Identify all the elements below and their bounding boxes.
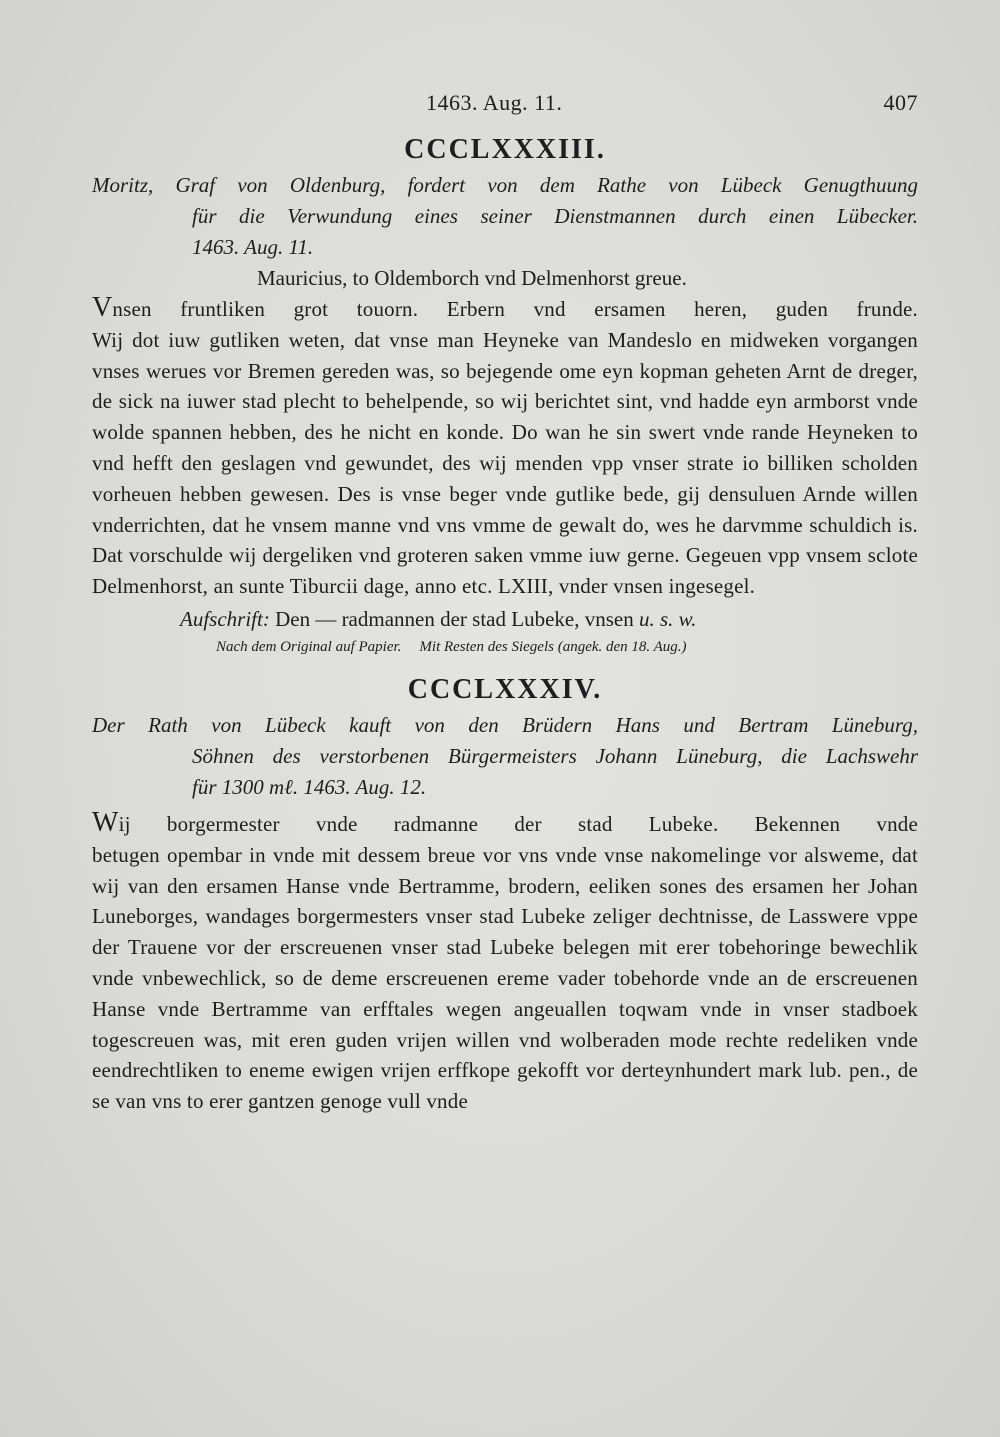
source-note [92, 634, 918, 660]
page-content [92, 80, 918, 1117]
header-date: 1463. Aug. 11. [426, 90, 563, 115]
address-line [92, 604, 918, 634]
heading-line: für die Verwundung eines seiner Dienstmannen durch einen Lübecker. [192, 204, 918, 228]
heading-line: Der Rath von Lübeck kauft von den Brüdern Hans und Bertram Lüneburg, [92, 712, 918, 737]
document-heading [92, 710, 918, 803]
document-number: CCCLXXXIII. [404, 134, 606, 165]
address-label: Aufschrift: [180, 606, 270, 631]
document-body [92, 806, 918, 1117]
address-abbr: u. s. w. [638, 606, 697, 631]
sender-line: Mauricius, to Oldemborch vnd Delmenhorst greue. [257, 266, 687, 290]
body-text: betugen opembar in vnde mit dessem breue vor vns vnde vnse nakomelinge vor alsweme, dat wij van den ersamen Hanse vnde Bertramme, brodern, eeliken sones des ersamen her Johan Luneborges, wandages borgermesters vnser stad Lubeke zeliger dechtnisse, de Lasswere vppe der Trauene vor der erscreuenen vnser stad Lubeke belegen mit erer tobehoringe bewechlik vnde vnbewechlick, so de deme erscreuenen ereme vader tobehorde vnde an de erscreuenen Hanse vnde Bertramme van erfftales wegen angeuallen toqwam vnde in vnser stadboek togescreuen was, mit eren guden vrijen willen vnd wolberaden mode rechte redeliken vnde eendrechtliken to eneme ewigen vrijen erffkope gekofft vor derteynhundert mark lub. pen., de se van vns to erer gantzen genoge vull vnde [92, 842, 918, 1114]
address-text: Den — radmannen der stad Lubeke, vnsen [275, 606, 634, 631]
heading-line: Söhnen des verstorbenen Bürgermeisters Johann Lüneburg, die Lachswehr [192, 743, 918, 768]
body-first-line [92, 806, 918, 840]
document-383 [92, 134, 918, 660]
document-body [92, 294, 918, 602]
document-number: CCCLXXXIV. [407, 673, 603, 705]
source-note-part: Nach dem Original auf Papier. [216, 638, 402, 655]
document-384 [92, 674, 918, 1117]
heading-line: 1463. Aug. 11. [192, 235, 314, 259]
heading-line: für 1300 mℓ. 1463. Aug. 12. [192, 774, 427, 799]
first-line-text: nsen fruntliken grot touorn. Erbern vnd ersamen heren, guden frunde. [112, 297, 918, 321]
running-header [92, 80, 918, 120]
page-number: 407 [883, 90, 918, 115]
heading-line: Moritz, Graf von Oldenburg, fordert von dem Rathe von Lübeck Genugthuung [92, 173, 918, 197]
body-first-line [92, 294, 918, 325]
initial-letter: W [92, 806, 119, 838]
document-heading [92, 170, 918, 263]
source-note-part: Mit Resten des Siegels (angek. den 18. Aug.) [419, 638, 687, 655]
body-text: Wij dot iuw gutliken weten, dat vnse man Heyneke van Mandeslo en midweken vorgangen vnses werues vor Bremen gereden was, so bejegende ome eyn kopman geheten Arnt de dreger, de sick na iuwer stad plecht to behelpende, so wij berichtet sint, vnd hadde eyn armborst vnde wolde spannen hebben, des he nicht en konde. Do wan he sin swert vnde rande Heyneken to vnd hefft den geslagen vnd gewundet, des wij menden vpp vnser strate io billiken scholden vorheuen hebben gewesen. Des is vnse beger vnde gutlike bede, gij densuluen Arnde willen vnderrichten, dat he vnsem manne vnd vns vmme de gewalt do, wes he darvmme schuldich is. Dat vorschulde wij dergeliken vnd groteren saken vmme iuw gerne. Gegeuen vpp vnsem sclote Delmenhorst, an sunte Tiburcii dage, anno etc. LXIII, vnder vnsen ingesegel. [92, 327, 918, 599]
first-line-text: ij borgermester vnde radmanne der stad Lubeke. Bekennen vnde [118, 811, 918, 836]
initial-letter: V [92, 292, 113, 323]
